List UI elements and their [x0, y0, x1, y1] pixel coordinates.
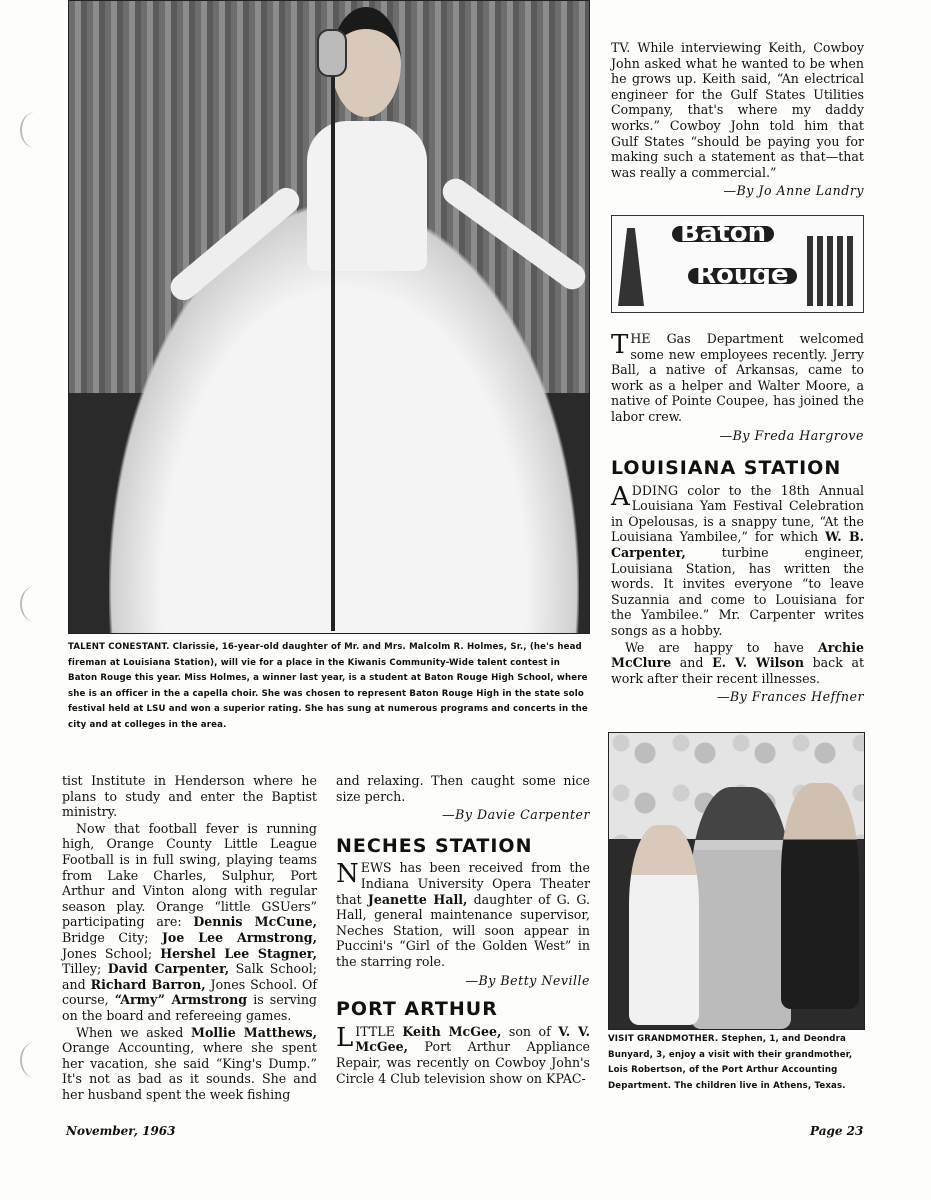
paragraph: TV. While interviewing Keith, Cowboy John asked what he wanted to be when he grows up. Keith said, “An electrical engineer for the Gulf States Utilities Company, that's where my daddy works.” Cowboy John told him that Gulf States “should be paying you for making such a statement as that—that was really a commercial.”	[611, 40, 864, 180]
punch-hole	[20, 112, 50, 148]
grandmother-caption: VISIT GRANDMOTHER. Stephen, 1, and Deondra Bunyard, 3, enjoy a visit with their grandmother, Lois Robertson, of the Port Arthur Accounting Department. The children live in Athens, Texas.	[608, 1034, 853, 1091]
section-heading-louisiana-station: LOUISIANA STATION	[611, 457, 842, 480]
drop-cap: L	[336, 1022, 354, 1053]
byline: —By Betty Neville	[465, 972, 590, 988]
section-heading-port-arthur: PORT ARTHUR	[336, 998, 498, 1021]
byline: —By Davie Carpenter	[442, 807, 590, 823]
logo-baton: Baton	[672, 226, 774, 242]
talent-caption: TALENT CONESTANT. Clarissie, 16-year-old daughter of Mr. and Mrs. Malcolm R. Holmes, Sr., (he's head fireman at Louisiana Station), will vie for a place in the Kiwanis Community-Wide talent contest in Baton Rouge this year. Miss Holmes, a winner last year, is a student at Baton Rouge High School, where she is an officer in the a capella choir. She was chosen to represent Baton Rouge High in the state solo festival held at LSU and won a superior rating. She has sung at numerous programs and concerts in the city and at colleges in the area.	[68, 642, 588, 730]
column-1	[62, 773, 317, 1103]
punch-hole	[20, 586, 50, 622]
section-heading-neches: NECHES STATION	[336, 834, 533, 857]
capitol-icon	[618, 228, 644, 306]
grandmother-photo	[608, 732, 865, 1030]
paragraph: and relaxing. Then caught some nice size perch.	[336, 773, 590, 804]
byline: —By Frances Heffner	[716, 689, 864, 705]
paragraph: LITTLE Keith McGee, son of V. V. McGee, Port Arthur Appliance Repair, was recently on Cowboy John's Circle 4 Club television show on KPAC-	[336, 1022, 590, 1086]
talent-photo	[68, 0, 590, 634]
paragraph: Now that football fever is running high, Orange County Little League Football is in full swing, playing teams from Lake Charles, Sulphur, Port Arthur and Vinton along with regular season play. Orange “little GSUers” participating are: Dennis McCune, Bridge City; Joe Lee Armstrong, Jones School; Hershel Lee Stagner, Tilley; David Carpenter, Salk School; and Richard Barron, Jones School. Of course, “Army” Armstrong is serving on the board and refereeing games.	[62, 820, 318, 1023]
punch-hole	[20, 1042, 50, 1078]
column-2	[336, 773, 590, 1087]
footer-date: November, 1963	[66, 1124, 176, 1138]
footer-page-number: Page 23	[810, 1124, 864, 1138]
drop-cap: N	[336, 859, 359, 890]
baton-rouge-logo	[611, 215, 864, 313]
paragraph: We are happy to have Archie McClure and E. V. Wilson back at work after their recent illnesses.	[611, 639, 865, 686]
column-3	[611, 40, 864, 705]
drop-cap: A	[611, 481, 630, 512]
byline: —By Freda Hargrove	[719, 427, 864, 443]
logo-rouge: Rouge	[688, 268, 797, 284]
refinery-icon	[807, 236, 855, 306]
paragraph: When we asked Mollie Matthews, Orange Accounting, where she spent her vacation, she said “King's Dump.” It's not as bad as it sounds. She and her husband spent the week fishing	[62, 1024, 318, 1102]
paragraph: tist Institute in Henderson where he plans to study and enter the Baptist ministry.	[62, 773, 317, 820]
paragraph: THE Gas Department welcomed some new employees recently. Jerry Ball, a native of Arkansas, came to work as a helper and Walter Moore, a native of Pointe Coupee, has joined the labor crew.	[611, 329, 864, 424]
paragraph: NEWS has been received from the Indiana University Opera Theater that Jeanette Hall, daughter of G. G. Hall, general maintenance supervisor, Neches Station, will soon appear in Puccini's “Girl of the Golden West” in the starring role.	[336, 859, 590, 969]
paragraph: ADDING color to the 18th Annual Louisiana Yam Festival Celebration in Opelousas, is a snappy tune, “At the Louisiana Yambilee,” for which W. B. Carpenter, turbine engineer, Louisiana Station, has written the words. It invites everyone “to leave Suzannia and come to Louisiana for the Yambilee.” Mr. Carpenter writes songs as a hobby.	[611, 481, 864, 639]
byline: —By Jo Anne Landry	[723, 183, 864, 199]
drop-cap: T	[611, 329, 629, 360]
